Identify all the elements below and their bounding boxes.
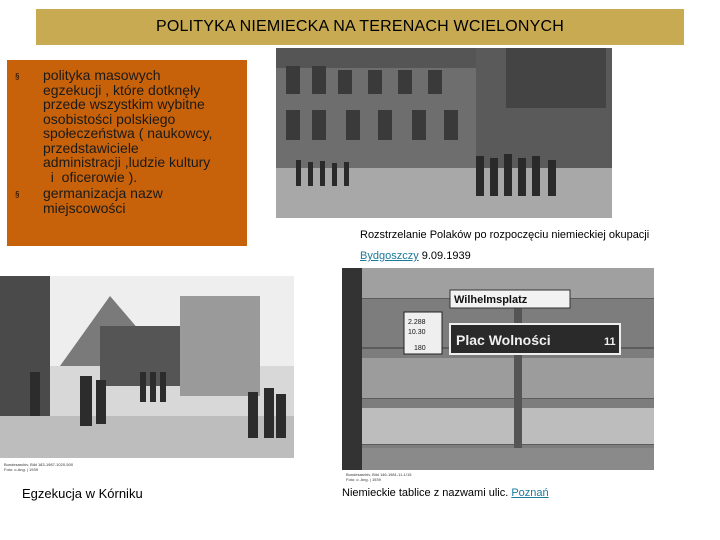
bullet-text <box>43 68 212 184</box>
caption-top-text: Rozstrzelanie Polaków po rozpoczęciu niemieckiej okupacji <box>360 229 650 241</box>
bullet-line: społeczeństwa ( naukowcy, <box>43 125 213 141</box>
plate-line-1: 2.288 <box>408 319 426 326</box>
caption-right <box>342 487 549 499</box>
plate-line-2: 10.30 <box>408 329 426 336</box>
photo-poznan-image <box>342 268 654 482</box>
caption-left: Egzekucja w Kórniku <box>22 486 143 501</box>
archive-label-right-1: Bundesarchiv, Bild 146-1981-11-1/15 <box>346 472 412 477</box>
photo-bydgoszcz-image <box>276 48 612 218</box>
sign-number: 11 <box>604 336 616 348</box>
bullet-line: polityka masowych <box>43 67 161 83</box>
caption-top-date: 9.09.1939 <box>418 250 471 262</box>
bullet-item <box>15 186 239 215</box>
caption-top-second-line <box>360 250 471 262</box>
plate-line-3: 180 <box>414 345 426 352</box>
photo-bydgoszcz-execution <box>276 48 612 218</box>
bullet-item <box>15 68 239 184</box>
sign-wilhelmsplatz: Wilhelmsplatz <box>454 294 528 306</box>
bullet-marker-icon: § <box>15 190 20 199</box>
bullet-line: miejscowości <box>43 199 126 216</box>
bydgoszcz-link[interactable]: Bydgoszczy <box>360 250 419 262</box>
photo-poznan-street-signs <box>342 268 654 482</box>
archive-label-left-1: Bundesarchiv, Bild 183-1987-1020-500 <box>4 462 74 467</box>
bullet-line: germanizacja nazw <box>43 185 163 201</box>
bullet-line: i oficerowie ). <box>43 168 138 185</box>
bullet-text <box>43 186 163 215</box>
bullet-line: osobistości polskiego <box>43 110 176 127</box>
archive-label-left-2: Foto: o.Ang. | 1939 <box>4 467 38 472</box>
bullet-line: przedstawiciele <box>43 139 139 156</box>
bullet-line: przede wszystkim wybitne <box>43 96 205 112</box>
slide-title-bar <box>36 9 684 45</box>
caption-top <box>360 229 649 241</box>
archive-label-right-2: Foto: o. Ang. | 1939 <box>346 477 381 482</box>
bullet-marker-icon: § <box>15 72 20 81</box>
bullet-line: administracji ,ludzie kultury <box>43 154 211 170</box>
caption-right-text: Niemieckie tablice z nazwami ulic. <box>342 487 512 499</box>
photo-kornik-execution <box>0 276 294 472</box>
bullet-line: egzekucji , które dotknęły <box>43 81 201 98</box>
bullet-panel <box>7 60 247 246</box>
poznan-link[interactable]: Poznań <box>511 487 549 499</box>
slide-title: POLITYKA NIEMIECKA NA TERENACH WCIELONYCH <box>156 18 564 35</box>
sign-plac-wolnosci: Plac Wolności <box>456 332 551 348</box>
photo-kornik-image <box>0 276 294 472</box>
